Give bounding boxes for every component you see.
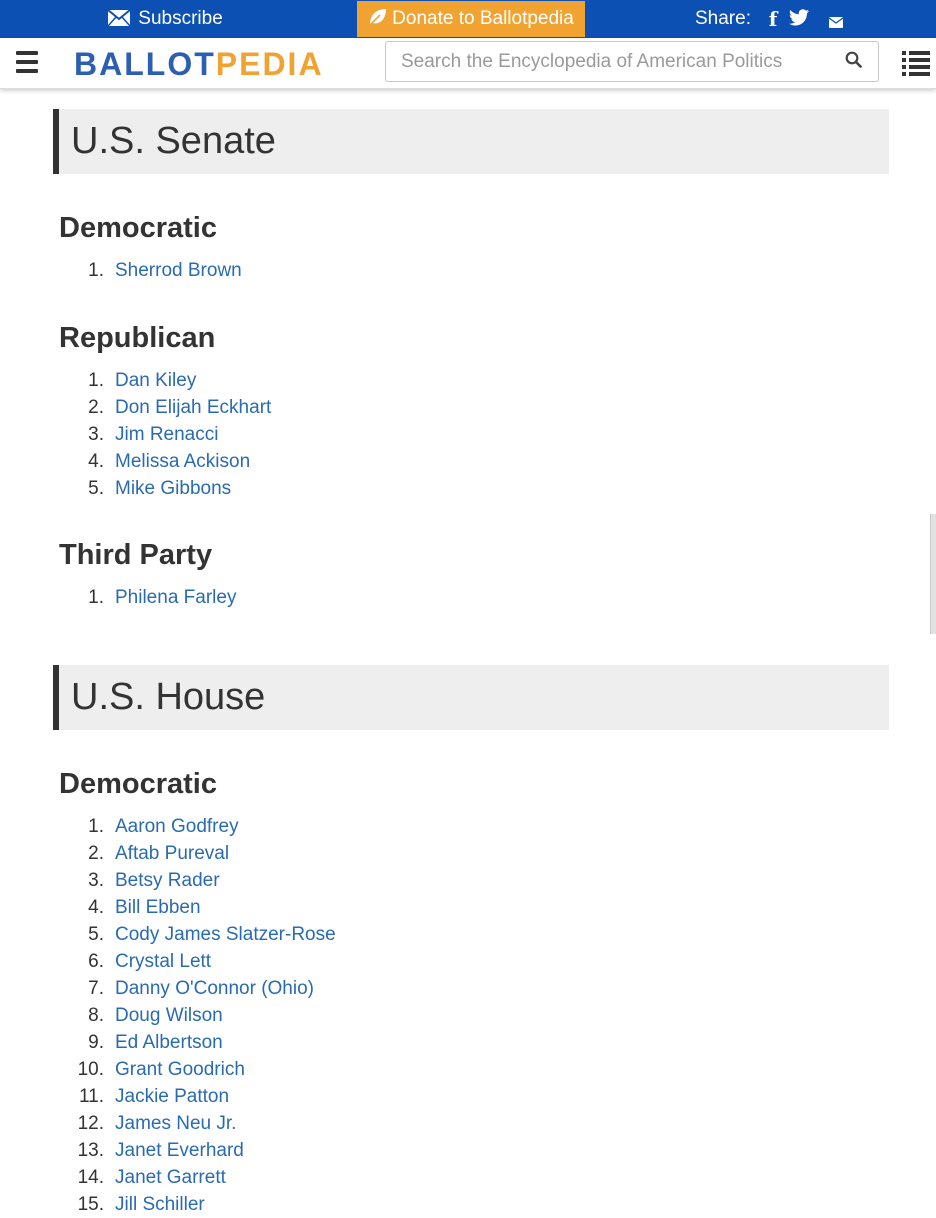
- section-header-senate: [53, 109, 889, 174]
- share-label: Share:: [695, 8, 751, 29]
- hamburger-menu-icon[interactable]: [16, 51, 38, 73]
- facebook-icon[interactable]: f: [768, 7, 778, 31]
- twitter-icon[interactable]: [788, 0, 810, 38]
- candidate-link[interactable]: Doug Wilson: [115, 1005, 223, 1026]
- party-heading: Democratic: [59, 212, 217, 244]
- candidate-link[interactable]: Aaron Godfrey: [115, 816, 239, 837]
- top-bar: [0, 0, 936, 38]
- envelope-icon[interactable]: [827, 4, 845, 42]
- donate-label: Donate to Ballotpedia: [392, 8, 574, 29]
- scrollbar[interactable]: [930, 514, 936, 634]
- candidate-link[interactable]: Crystal Lett: [115, 951, 212, 972]
- subscribe-label: Subscribe: [138, 8, 223, 29]
- envelope-icon: [108, 8, 135, 29]
- party-heading: Republican: [59, 322, 216, 354]
- candidate-link[interactable]: Jim Renacci: [115, 424, 219, 445]
- party-heading: Third Party: [59, 539, 213, 571]
- search-icon[interactable]: [845, 51, 862, 73]
- candidate-link[interactable]: Janet Everhard: [115, 1140, 244, 1161]
- candidate-link[interactable]: Aftab Pureval: [115, 843, 230, 864]
- ballotpedia-logo[interactable]: [74, 42, 324, 86]
- candidate-link[interactable]: Jill Schiller: [115, 1194, 205, 1215]
- subscribe-link[interactable]: [108, 0, 223, 38]
- candidate-link[interactable]: Dan Kiley: [115, 370, 197, 391]
- search-box: [385, 41, 879, 82]
- candidate-link[interactable]: Melissa Ackison: [115, 451, 251, 472]
- candidate-link[interactable]: Ed Albertson: [115, 1032, 223, 1053]
- candidate-link[interactable]: Sherrod Brown: [115, 260, 242, 281]
- candidate-link[interactable]: Betsy Rader: [115, 870, 220, 891]
- table-of-contents-icon[interactable]: [902, 50, 930, 76]
- logo-text-pedia: PEDIA: [215, 46, 324, 82]
- candidate-link[interactable]: Jackie Patton: [115, 1086, 230, 1107]
- logo-text-ballot: BALLOT: [74, 46, 216, 82]
- candidate-link[interactable]: Mike Gibbons: [115, 478, 232, 499]
- search-input[interactable]: [386, 42, 841, 81]
- candidate-link[interactable]: Cody James Slatzer-Rose: [115, 924, 336, 945]
- candidate-link[interactable]: Janet Garrett: [115, 1167, 226, 1188]
- candidate-link[interactable]: Grant Goodrich: [115, 1059, 245, 1080]
- party-heading: Democratic: [59, 768, 217, 800]
- leaf-icon: [368, 1, 388, 37]
- candidate-link[interactable]: Don Elijah Eckhart: [115, 397, 272, 418]
- candidate-link[interactable]: Danny O'Connor (Ohio): [115, 978, 314, 999]
- section-title: U.S. House: [71, 676, 266, 718]
- section-title: U.S. Senate: [71, 120, 276, 162]
- section-header-house: [53, 665, 889, 730]
- candidate-link[interactable]: James Neu Jr.: [115, 1113, 237, 1134]
- donate-button[interactable]: [357, 1, 585, 37]
- candidate-link[interactable]: Philena Farley: [115, 587, 237, 608]
- candidate-link[interactable]: Bill Ebben: [115, 897, 201, 918]
- site-header: [0, 38, 936, 89]
